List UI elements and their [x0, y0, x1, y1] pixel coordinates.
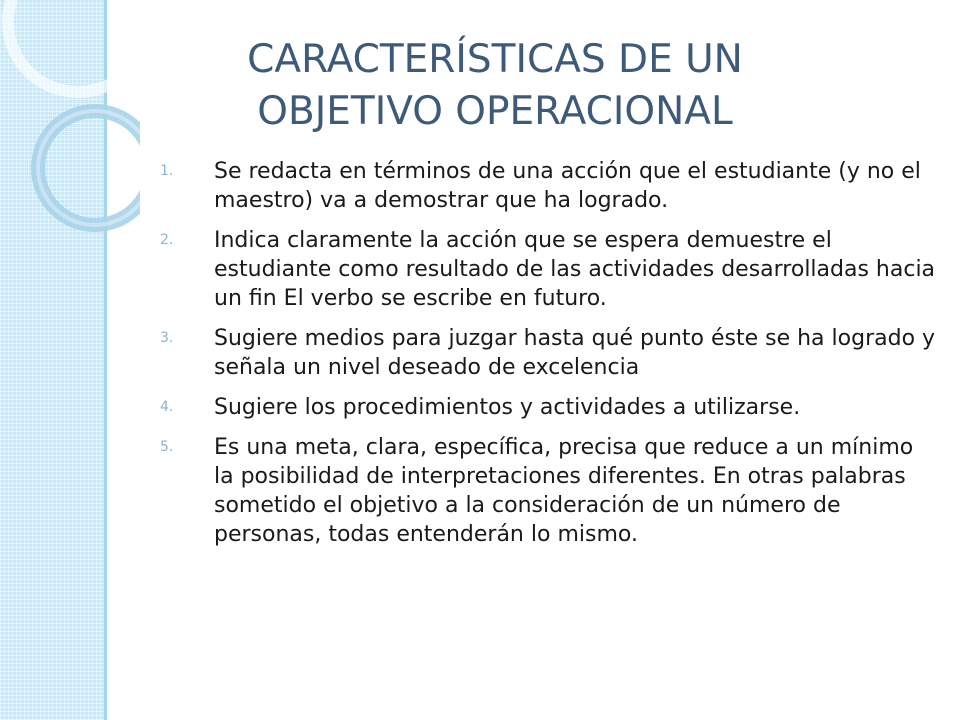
list-item-number: 3. — [160, 330, 174, 346]
list-item-number: 4. — [160, 399, 174, 415]
characteristics-list — [158, 157, 938, 560]
list-item-number: 2. — [160, 232, 174, 248]
list-item — [158, 324, 938, 382]
list-item-text: Se redacta en términos de una acción que el estudiante (y no el maestro) va a demostrar que ha logrado. — [214, 159, 921, 213]
list-item-text: Sugiere medios para juzgar hasta qué punto éste se ha logrado y señala un nivel deseado de excelencia — [214, 326, 936, 380]
list-item-number: 1. — [160, 163, 174, 179]
list-item-text: Es una meta, clara, específica, precisa que reduce a un mínimo la posibilidad de interpretaciones diferentes. En otras palabras sometido el objetivo a la consideración de un número de personas, todas entenderán lo mismo. — [214, 435, 914, 547]
list-item — [158, 226, 938, 313]
list-item-number: 5. — [160, 439, 174, 455]
list-item-text: Sugiere los procedimientos y actividades a utilizarse. — [214, 395, 801, 420]
decorative-rings-graphic — [0, 0, 140, 260]
list-item — [158, 157, 938, 215]
list-item — [158, 433, 938, 549]
list-item-text: Indica claramente la acción que se espera demuestre el estudiante como resultado de las actividades desarrolladas hacia un fin El verbo se escribe en futuro. — [214, 228, 936, 311]
list-item — [158, 393, 938, 422]
slide-title: CARACTERÍSTICAS DE UN OBJETIVO OPERACIONAL — [247, 37, 743, 134]
